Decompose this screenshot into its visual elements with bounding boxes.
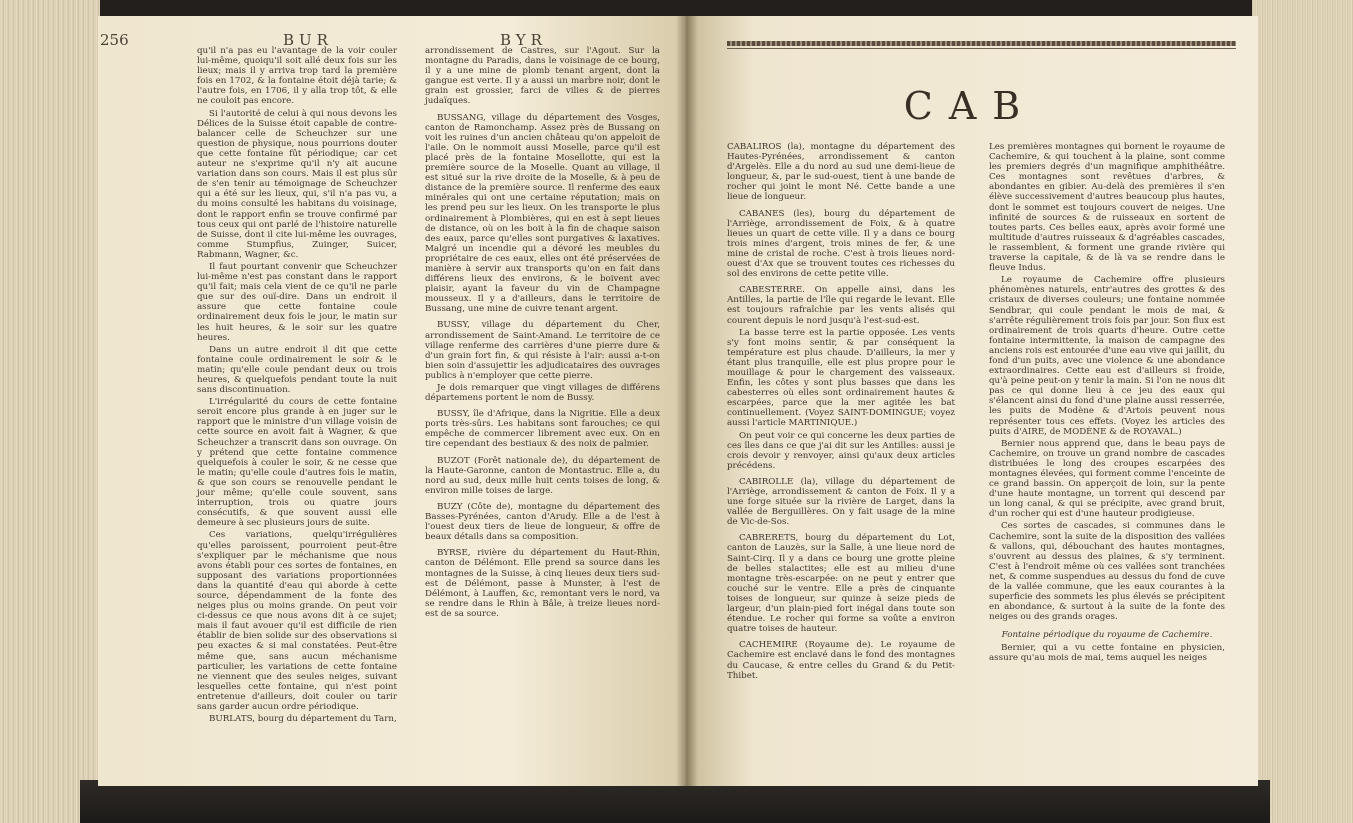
bottom-shadow — [80, 780, 1270, 823]
entry-bussang: BUSSANG, village du département des Vosges, canton de Ramonchamp. Assez près de Bussang on voit les ruines d'un ancien château qu'on appeloit de l'aile. On le nommoit aussi Moselle, parce qu'il est placé près de la fontaine Mosellotte, qui est la première source de la Moselle. Quant au village, il est situé sur la rive droite de la Moselle, & à peu de distance de la première source. Il renferme des eaux minérales qui ont une certaine réputation; mais on les prend peu sur les lieux. On les transporte le plus ordinairement à Plombières, qui en est à sept lieues de distance, où on les boit à la fin de chaque saison des eaux, parce qu'elles sont purgatives & laxatives. Malgré un incendie qui a dévoré les meubles du propriétaire de ces eaux, elles ont été préservées de manière à servir aux transports qu'on en fait dans différens lieux des environs, & le boivent avec plaisir, ayant la faveur du vin de Champagne mousseux. Il y a d'ailleurs, dans le territoire de Bussang, une mine de cuivre tenant argent. — [425, 112, 660, 315]
ornamental-rule — [727, 41, 1236, 46]
paragraph: Le royaume de Cachemire offre plusieurs phénomènes naturels, entr'autres des grottes & des cristaux de diverses couleurs; une fontaine nommée Sendbrar, qui coule pendant le mois de mai, & s'arrête régulièrement trois fois par jour. Son flux est ordinairement de trois quarts d'heure. Outre cette fontaine intermittente, la maison de campagne des anciens rois est entourée d'une eau vive qui jaillit, du fond d'un puits, avec une violence & une abondance extraordinaires. Cette eau est d'ailleurs si froide, qu'à peine peut-on y tenir la main. Si l'on ne nous dit pas ce qui donne lieu à ce jeu des eaux qui s'élancent ainsi du fond d'une plaine aussi resserrée, les puits de Modène & d'Artois peuvent nous représenter tous ces effets. (Voyez les articles des puits d'AIRE, de MODÈNE & de ROYAVAL.) — [989, 275, 1225, 437]
ornamental-rule-thin — [727, 48, 1236, 49]
entry-bussy-ile: BUSSY, île d'Afrique, dans la Nigritie. Elle a deux ports très-sûrs. Les habitans sont farouches; ce qui empêche de commercer librement avec eux. On en tire cependant des bestiaux & des noix de palmier. — [425, 409, 660, 450]
entry-cabrerets: CABRERETS, bourg du département du Lot, canton de Lauzès, sur la Salle, à une lieue nord de Saint-Cirq. Il y a dans ce bourg une grotte pleine de belles stalactites; elle est au milieu d'une montagne très-escarpée: on ne peut y entrer que couché sur le ventre. Elle a près de cinquante toises de longueur, sur quinze à seize pieds de largeur, d'un plain-pied fort inégal dans toute son étendue. Le rocher qui forme sa voûte a environ quatre toises de hauteur. — [727, 533, 955, 635]
paragraph: Dans un autre endroit il dit que cette fontaine coule ordinairement le soir & le matin; qu'elle coule pendant deux ou trois heures, & quelquefois pendant toute la nuit sans discontinuation. — [197, 344, 397, 396]
paragraph: Je dois remarquer que vingt villages de différens départemens portent le nom de Bussy. — [425, 383, 660, 404]
left-page-edges — [0, 0, 100, 823]
right-page-edges — [1252, 0, 1353, 823]
paragraph: Ces variations, quelqu'irrégulières qu'elles paroissent, pourroient peut-être s'expliquer par le méchanisme que nous avons établi pour ces sortes de fontaines, en supposant des variations proportionnées dans la quantité d'eau qui aborde à cette source, dépendamment de la fonte des neiges plus ou moins grande. On peut voir ci-dessus ce que nous avons dit à ce sujet; mais il faut avouer qu'il est difficile de rien établir de bien solide sur des observations si peu exactes & si mal constatées. Peut-être même que, sans aucun méchanisme particulier, les variations de cette fontaine ne viennent que des seules neiges, suivant lesquelles cette fontaine, qui n'est point entretenue d'ailleurs, doit couler ou tarir sans garder aucun ordre périodique. — [197, 530, 397, 712]
right-page-column-1 — [727, 142, 955, 683]
left-page-column-2 — [425, 46, 660, 621]
entry-bussy: BUSSY, village du département du Cher, arrondissement de Saint-Amand. Le territoire de ce village renferme des carrières d'une pierre dure & d'un grain fort fin, & qui résiste à l'air: aussi a-t-on bien soin d'assujettir les adjudicataires des ouvrages publics à n'employer que cette pierre. — [425, 320, 660, 381]
entry-cabaliros: CABALIROS (la), montagne du département des Hautes-Pyrénées, arrondissement & canton d'Argelès. Elle a du nord au sud une demi-lieue de longueur, &, par le sud-ouest, tient à une bande de rocher qui joint le mont Né. Cette bande a une lieue de longueur. — [727, 142, 955, 203]
entry-burlats: BURLATS, bourg du département du Tarn, — [209, 714, 397, 725]
left-page-column-1 — [197, 46, 397, 726]
paragraph: Les premières montagnes qui bornent le royaume de Cachemire, & qui touchent à la plaine, sont comme les premiers degrés d'un magnifique amphithéâtre. Ces montagnes sont revêtues d'arbres, & abondantes en gibier. Au-delà des premières il s'en élève successivement d'autres beaucoup plus hautes, dont le sommet est toujours couvert de neiges. Une infinité de sources & de ruisseaux en sortent de toutes parts. Ces belles eaux, après avoir formé une multitude d'autres ruisseaux & d'agréables cascades, le rassemblent, & forment une grande rivière qui traverse la capitale, & de là va se rendre dans le fleuve Indus. — [989, 142, 1226, 274]
entry-cabirolle: CABIROLLE (la), village du département de l'Arriège, arrondissement & canton de Foix. Il y a une forge située sur la rivière de Larget, dans la vallée de Berguillères. On y fait usage de la mine de Vic-de-Sos. — [727, 476, 955, 528]
subheading-fontaine-periodique: Fontaine périodique du royaume de Cachemire. — [1001, 630, 1213, 641]
paragraph: Ces sortes de cascades, si communes dans le Cachemire, sont la suite de la disposition des vallées & vallons, qui, débouchant des hautes montagnes, s'ouvrent au dessus des plaines, & s'y terminent. C'est à l'endroit même où ces vallées sont tranchées net, & comme suspendues au dessus du fond de cuve de la vallée commune, que les eaux courantes à la superficie des sommets les plus élevés se précipitent en abondance, & surtout à la suite de la fonte des neiges ou des grands orages. — [989, 521, 1225, 623]
entry-buzy: BUZY (Côte de), montagne du département des Basses-Pyrénées, canton d'Arudy. Elle a de l'est à l'ouest deux tiers de lieue de longueur, & offre de beaux détails dans sa composition. — [425, 501, 660, 543]
paragraph: Bernier nous apprend que, dans le beau pays de Cachemire, on trouve un grand nombre de cascades distribuées le long des croupes escarpées des montagnes élevées, qui forment comme l'enceinte de ce grand bassin. On apperçoit de loin, sur la pente d'une haute montagne, un torrent qui descend par un long canal, & qui se précipite, avec grand bruit, d'un rocher qui est d'une hauteur prodigieuse. — [989, 438, 1225, 520]
entry-cabesterre: CABESTERRE. On appelle ainsi, dans les Antilles, la partie de l'île qui regarde le levant. Elle est toujours rafraîchie par les vents alisés qui courent depuis le nord jusqu'à l'est-sud-est. — [727, 285, 955, 326]
paragraph: Bernier, qui a vu cette fontaine en physicien, assure qu'au mois de mai, tems auquel les neiges — [989, 642, 1225, 663]
section-title: CAB — [903, 84, 1037, 128]
entry-byrse: BYRSE, rivière du département du Haut-Rhin, canton de Délémont. Elle prend sa source dans les montagnes de la Suisse, à cinq lieues deux tiers sud-est de Délémont, passe à Munster, à l'est de Délémont, à Lauffen, &c, remontant vers le nord, va se rendre dans le Rhin à Bâle, à treize lieues nord-est de sa source. — [425, 548, 660, 619]
paragraph: arrondissement de Castres, sur l'Agout. Sur la montagne du Paradis, dans le voisinage de ce bourg, il y a une mine de plomb tenant argent, dont la gangue est verte. Il y a aussi un marbre noir, dont le grain est grossier, farci de vilies & de pierres judaïques. — [425, 46, 660, 107]
entry-cachemire: CACHEMIRE (Royaume de). Le royaume de Cachemire est enclavé dans le fond des montagnes du Caucase, & entre celles du Grand & du Petit-Thibet. — [727, 640, 955, 681]
paragraph: L'irrégularité du cours de cette fontaine seroit encore plus grande à en juger sur le rapport que le ministre d'un village voisin de cette source en avoit fait à Wagner, & que Scheuchzer a transcrit dans son ouvrage. On y prétend que cette fontaine commence quelquefois à couler le soir, & ne cesse que le matin; qu'elle coule d'autres fois le matin, & que son cours se renouvelle pendant le jour même; qu'elle coule souvent, sans interruption, trois ou quatre jours consécutifs, & que souvent aussi elle demeure à sec plusieurs jours de suite. — [197, 397, 397, 529]
entry-cabanes: CABANES (les), bourg du département de l'Arriège, arrondissement de Foix, & à quatre lieues un quart de cette ville. Il y a dans ce bourg trois mines d'argent, trois mines de fer, & une mine de cristal de roche. C'est à trois lieues nord-ouest d'Ax que se trouvent toutes ces richesses du sol des environs de cette petite ville. — [727, 208, 955, 280]
entry-buzot: BUZOT (Forêt nationale de), du département de la Haute-Garonne, canton de Montastruc. Elle a, du nord au sud, deux mille huit cents toises de long, & environ mille toises de large. — [425, 455, 660, 496]
paragraph: Si l'autorité de celui à qui nous devons les Délices de la Suisse étoit capable de contre-balancer celle de Scheuchzer sur une question de physique, nous pourrions douter que cette fontaine fût périodique; car cet auteur ne s'exprime qu'il n'y ait aucune variation dans son cours. Mais il est plus sûr de s'en tenir au témoignage de Scheuchzer qui a été sur les lieux, qui, s'il n'a pas vu, a du moins consulté les habitans du voisinage, dont le rapport enfin se trouve confirmé par tous ceux qui ont parlé de l'histoire naturelle de Suisse, dont il cite lui-même les ouvrages, comme Stumpfius, Zuinger, Suicer, Rabmann, Wagner, &c. — [197, 108, 397, 260]
page-number: 256 — [100, 31, 129, 49]
paragraph: qu'il n'a pas eu l'avantage de la voir couler lui-même, quoiqu'il soit allé deux fois sur les lieux; mais il y arriva trop tard la première fois en 1702, & la fontaine étoit déjà tarie; & l'autre fois, en 1706, il y alla trop tôt, & elle ne couloit pas encore. — [197, 46, 397, 107]
book-gutter — [676, 16, 698, 786]
running-header-right: BYR — [500, 31, 547, 49]
paragraph: La basse terre est la partie opposée. Les vents s'y font moins sentir, & par conséquent la température est plus chaude. D'ailleurs, la mer y étant plus tranquille, elle est plus propre pour le mouillage & pour le chargement des vaisseaux. Enfin, les côtes y sont plus basses que dans les cabesterres où elles sont ordinairement hautes & escarpées, parce que la mer agitée les bat continuellement. (Voyez SAINT-DOMINGUE; voyez aussi l'article MARTINIQUE.) — [727, 327, 955, 429]
paragraph: Il faut pourtant convenir que Scheuchzer lui-même n'est pas constant dans le rapport qu'il fait; mais cela vient de ce qu'il ne parle que sur des ouï-dire. Dans un endroit il assure que cette fontaine coule ordinairement deux fois le jour, le matin sur les huit heures, & le soir sur les quatre heures. — [197, 261, 397, 343]
paragraph: On peut voir ce qui concerne les deux parties de ces îles dans ce que j'ai dit sur les Antilles: aussi je crois devoir y renvoyer, ainsi qu'aux deux articles précédens. — [727, 430, 955, 471]
right-page-column-2 — [989, 142, 1225, 665]
running-header-left: BUR — [283, 31, 333, 49]
